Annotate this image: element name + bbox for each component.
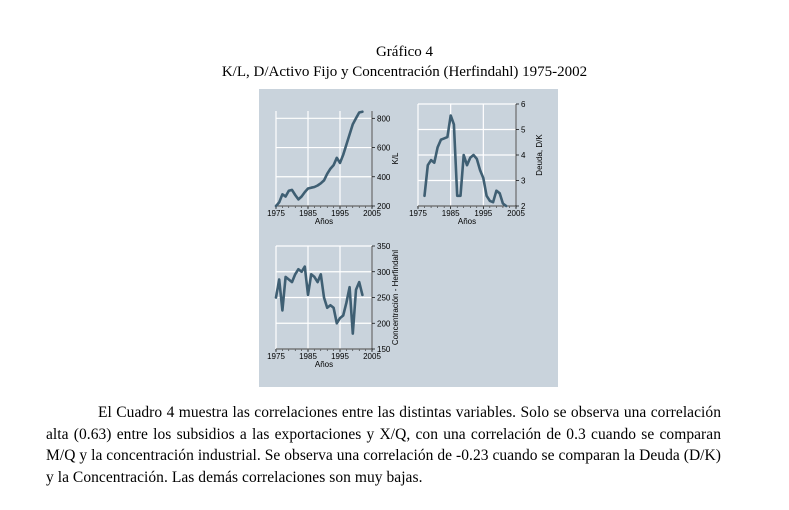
x-tick-label: 1995 [331, 352, 349, 361]
y-tick-label: 4 [521, 151, 526, 160]
y-tick-label: 350 [377, 242, 391, 251]
y-tick-label: 300 [377, 267, 391, 277]
x-tick-label: 2005 [363, 352, 381, 361]
y-tick-label: 3 [521, 176, 526, 186]
chart-2 [409, 100, 544, 226]
chart-1 [267, 111, 400, 226]
y-axis-label: Deuda, D/K [535, 134, 544, 176]
y-axis-label: K/L [391, 152, 400, 165]
x-axis-label: Años [457, 217, 477, 226]
x-tick-label: 1995 [474, 209, 493, 218]
y-tick-label: 6 [521, 100, 526, 109]
y-tick-label: 5 [521, 125, 526, 135]
chart-3 [267, 242, 400, 369]
x-tick-label: 2005 [507, 209, 525, 218]
plot-area [276, 111, 372, 206]
x-tick-label: 1975 [267, 209, 285, 218]
x-tick-label: 1995 [331, 209, 349, 218]
y-tick-label: 400 [377, 172, 391, 182]
x-tick-label: 1975 [409, 209, 427, 218]
y-tick-label: 200 [377, 319, 391, 329]
y-axis-label: Concentración - Herfindahl [391, 249, 400, 346]
x-tick-label: 1985 [299, 352, 317, 361]
x-tick-label: 1975 [267, 352, 285, 361]
y-tick-label: 600 [377, 143, 391, 153]
x-tick-label: 1985 [299, 209, 317, 218]
y-tick-label: 2 [521, 202, 526, 211]
y-tick-label: 200 [377, 202, 391, 211]
body-paragraph: El Cuadro 4 muestra las correlaciones entre las distintas variables. Solo se observa una correlación alta (0.63) entre los subsidios a las exportaciones y X/Q, con una correlación de 0.3 cuando se comparan M/Q y la concentración industrial. Se observa una correlación de -0.23 cuando se comparan la Deuda (D/K) y la Concentración. Las demás correlaciones son muy bajas. [46, 404, 721, 486]
y-tick-label: 150 [377, 345, 391, 354]
x-axis-label: Años [314, 217, 334, 226]
y-tick-label: 800 [377, 114, 391, 124]
x-axis-label: Años [314, 360, 334, 369]
x-tick-label: 2005 [363, 209, 381, 218]
x-tick-label: 1985 [441, 209, 460, 218]
y-tick-label: 250 [377, 293, 391, 303]
figure-panel [259, 89, 558, 387]
charts-svg [259, 89, 558, 387]
figure-title: K/L, D/Activo Fijo y Concentración (Herfindahl) 1975-2002 [221, 64, 588, 80]
figure-number: Gráfico 4 [375, 44, 434, 60]
